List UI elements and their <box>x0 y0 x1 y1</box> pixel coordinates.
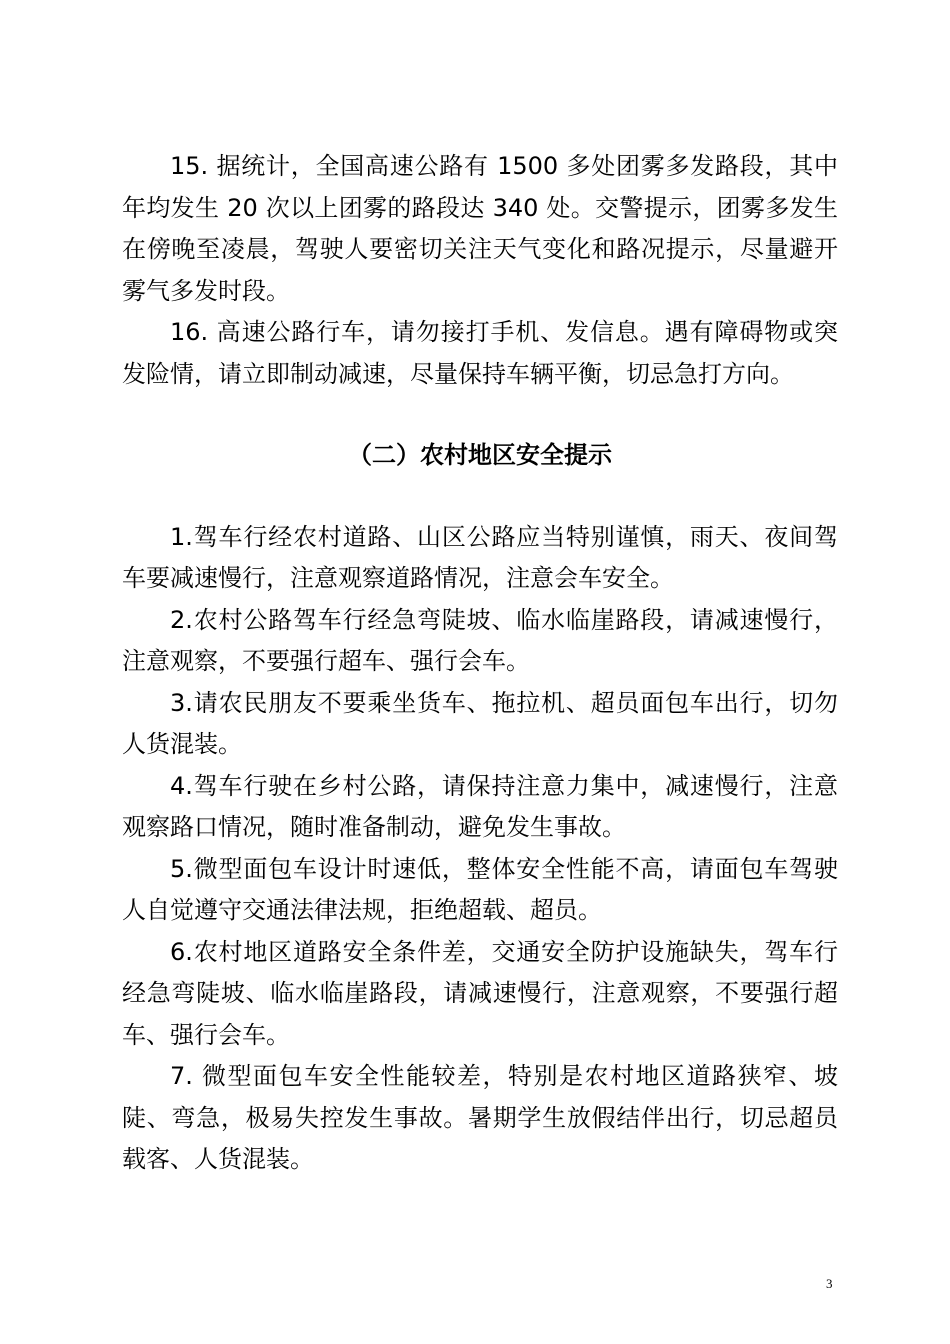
page-number: 3 <box>826 1276 833 1291</box>
paragraph-16: 16. 高速公路行车，请勿接打手机、发信息。遇有障碍物或突发险情，请立即制动减速，尽量保持车辆平衡，切忌急打方向。 <box>122 318 838 388</box>
paragraph-2: 2.农村公路驾车行经急弯陡坡、临水临崖路段，请减速慢行，注意观察，不要强行超车、强行会车。 <box>122 605 838 675</box>
paragraph-3: 3.请农民朋友不要乘坐货车、拖拉机、超员面包车出行，切勿人货混装。 <box>122 688 838 758</box>
paragraph-5: 5.微型面包车设计时速低，整体安全性能不高，请面包车驾驶人自觉遵守交通法律法规，拒绝超载、超员。 <box>122 854 838 924</box>
document-body <box>122 146 838 1181</box>
section-heading: （二）农村地区安全提示 <box>348 441 612 469</box>
paragraph-4: 4.驾车行驶在乡村公路，请保持注意力集中，减速慢行，注意观察路口情况，随时准备制动，避免发生事故。 <box>122 771 838 841</box>
paragraph-1: 1.驾车行经农村道路、山区公路应当特别谨慎，雨天、夜间驾车要减速慢行，注意观察道路情况，注意会车安全。 <box>122 522 838 592</box>
paragraph-15: 15. 据统计，全国高速公路有 1500 多处团雾多发路段，其中年均发生 20 次以上团雾的路段达 340 处。交警提示，团雾多发生在傍晚至凌晨，驾驶人要密切关注天气变化和路况提示，尽量避开雾气多发时段。 <box>122 152 838 305</box>
paragraph-6: 6.农村地区道路安全条件差，交通安全防护设施缺失，驾车行经急弯陡坡、临水临崖路段，请减速慢行，注意观察，不要强行超车、强行会车。 <box>122 937 838 1049</box>
paragraph-7: 7. 微型面包车安全性能较差，特别是农村地区道路狭窄、坡陡、弯急，极易失控发生事故。暑期学生放假结伴出行，切忌超员载客、人货混装。 <box>122 1062 838 1173</box>
